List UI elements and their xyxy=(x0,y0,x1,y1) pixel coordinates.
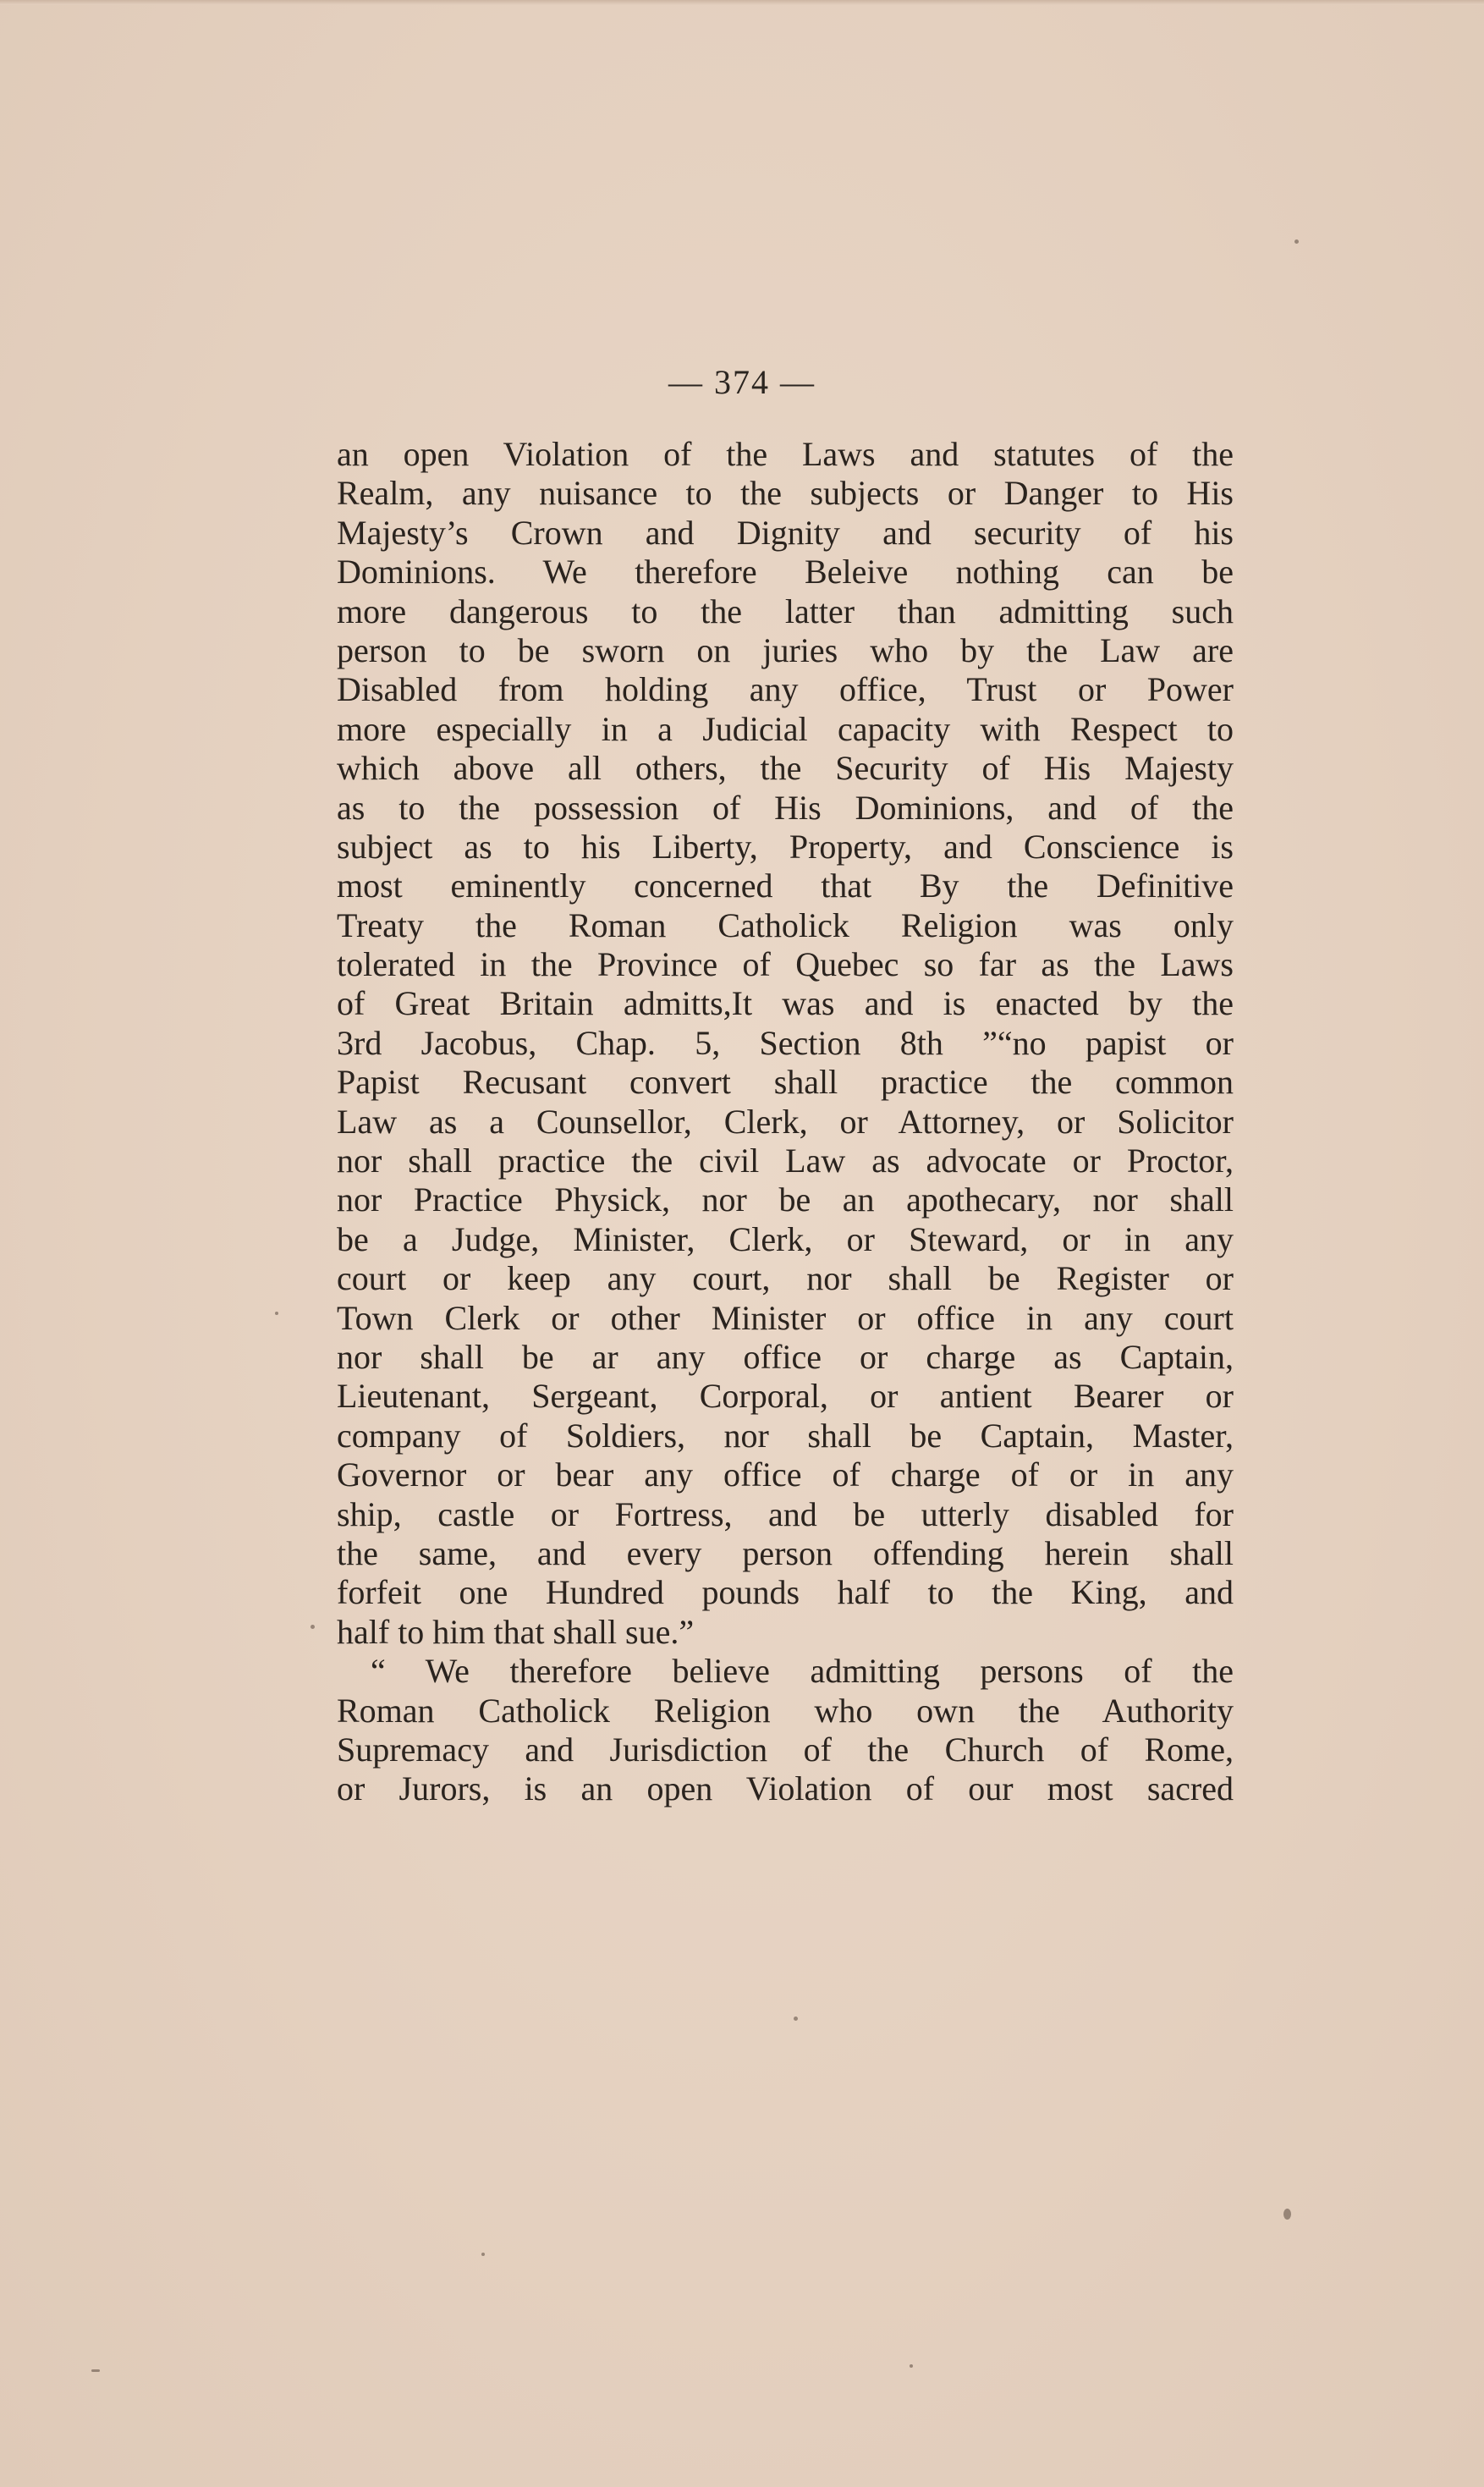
text-line: more especially in a Judicial capacity with Respect to xyxy=(337,709,1234,748)
text-line: nor Practice Physick, nor be an apothecary, nor shall xyxy=(337,1180,1234,1219)
text-line: more dangerous to the latter than admitting such xyxy=(337,591,1234,630)
paper-speck xyxy=(481,2253,485,2256)
text-line: half to him that shall sue.” xyxy=(337,1612,695,1651)
text-line: person to be sworn on juries who by the Law are xyxy=(337,630,1234,669)
text-line: be a Judge, Minister, Clerk, or Steward, or in any xyxy=(337,1219,1234,1258)
paper-speck xyxy=(910,2364,913,2368)
text-line: Governor or bear any office of charge of or in any xyxy=(337,1455,1234,1494)
text-line: Dominions. We therefore Beleive nothing can be xyxy=(337,553,1234,591)
text-line: Realm, any nuisance to the subjects or Danger to His xyxy=(337,474,1234,513)
text-line: Treaty the Roman Catholick Religion was only xyxy=(337,905,1234,944)
text-line: nor shall practice the civil Law as advocate or Proctor, xyxy=(337,1142,1234,1180)
text-line: Majesty’s Crown and Dignity and security of his xyxy=(337,513,1234,552)
text-line: subject as to his Liberty, Property, and Conscience is xyxy=(337,827,1234,866)
text-line: as to the possession of His Dominions, and of the xyxy=(337,788,1234,827)
paper-speck xyxy=(794,2017,798,2021)
page-top-edge xyxy=(0,0,1484,5)
text-line: most eminently concerned that By the Definitive xyxy=(337,867,1234,905)
paper-speck xyxy=(311,1625,315,1629)
text-line: Papist Recusant convert shall practice the common xyxy=(337,1063,1234,1102)
text-line: an open Violation of the Laws and statutes of the xyxy=(337,435,1234,473)
text-line: “ We therefore believe admitting persons of the xyxy=(371,1652,1234,1691)
page-number: — 374 — xyxy=(668,363,816,401)
paper-speck xyxy=(1294,239,1299,244)
text-line: the same, and every person offending herein shall xyxy=(337,1533,1234,1572)
text-line: Roman Catholick Religion who own the Authority xyxy=(337,1691,1234,1730)
text-line: of Great Britain admitts,It was and is enacted by the xyxy=(337,984,1234,1023)
paper-speck xyxy=(275,1312,278,1315)
text-line: nor shall be ar any office or charge as Captain, xyxy=(337,1337,1234,1376)
text-line: court or keep any court, nor shall be Register or xyxy=(337,1259,1234,1298)
body-text xyxy=(337,435,1234,1809)
text-line: Town Clerk or other Minister or office in any court xyxy=(337,1298,1234,1337)
paper-speck xyxy=(1283,2209,1291,2220)
text-line: which above all others, the Security of His Majesty xyxy=(337,749,1234,788)
text-line: Disabled from holding any office, Trust or Power xyxy=(337,670,1234,709)
paper-speck xyxy=(91,2369,100,2372)
text-line: forfeit one Hundred pounds half to the King, and xyxy=(337,1573,1234,1612)
text-line: company of Soldiers, nor shall be Captain, Master, xyxy=(337,1416,1234,1455)
text-line: tolerated in the Province of Quebec so far as the Laws xyxy=(337,945,1234,984)
text-line: or Jurors, is an open Violation of our most sacred xyxy=(337,1769,1234,1808)
text-line: 3rd Jacobus, Chap. 5, Section 8th ”“no papist or xyxy=(337,1023,1234,1062)
text-line: Supremacy and Jurisdiction of the Church of Rome, xyxy=(337,1730,1234,1769)
text-line: Law as a Counsellor, Clerk, or Attorney, or Solicitor xyxy=(337,1102,1234,1141)
text-line: ship, castle or Fortress, and be utterly disabled for xyxy=(337,1494,1234,1533)
text-line: Lieutenant, Sergeant, Corporal, or antient Bearer or xyxy=(337,1377,1234,1416)
